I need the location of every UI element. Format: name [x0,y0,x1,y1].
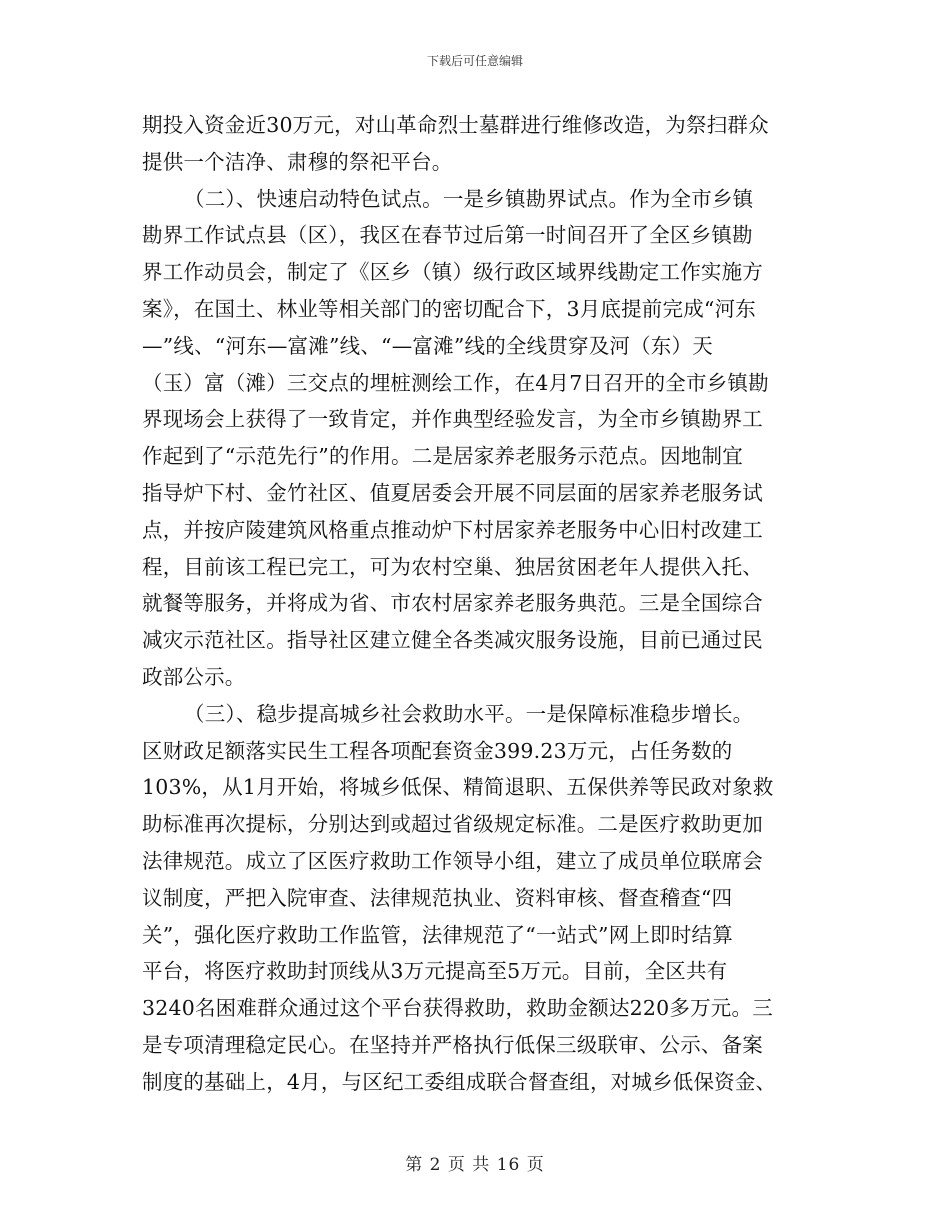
body-line: 区财政足额落实民生工程各项配套资金399.23万元，占任务数的 [142,738,733,763]
body-line: 提供一个洁净、肃穆的祭祀平台。 [142,149,453,174]
document-body [142,107,822,1101]
body-line: 界工作动员会，制定了《区乡（镇）级行政区域界线勘定工作实施方 [142,260,763,285]
paragraph-start-line: （二）、快速启动特色试点。一是乡镇勘界试点。作为全市乡镇 [184,186,754,211]
body-line: 就餐等服务，并将成为省、市农村居家养老服务典范。三是全国综合 [142,591,763,616]
page-number-footer: 第 2 页 共 16 页 [405,1155,545,1175]
body-line: 程，目前该工程已完工，可为农村空巢、独居贫困老年人提供入托、 [142,554,763,579]
body-line: 政部公示。 [142,664,246,689]
body-line: 点，并按庐陵建筑风格重点推动炉下村居家养老服务中心旧村改建工 [142,517,763,542]
body-line: 案》，在国土、林业等相关部门的密切配合下，3月底提前完成“河东 [142,296,756,321]
body-line: 平台，将医疗救助封顶线从3万元提高至5万元。目前，全区共有 [142,959,728,984]
body-line: 界现场会上获得了一致肯定，并作典型经验发言，为全市乡镇勘界工 [142,407,763,432]
body-line: 助标准再次提标，分别达到或超过省级规定标准。二是医疗救助更加 [142,812,763,837]
body-line: 关”，强化医疗救助工作监管，法律规范了“一站式”网上即时结算 [142,922,733,947]
body-line: 是专项清理稳定民心。在坚持并严格执行低保三级联审、公示、备案 [142,1032,763,1057]
body-line: 期投入资金近30万元，对山革命烈士墓群进行维修改造，为祭扫群众 [142,113,769,137]
page-header: 下载后可任意编辑 [426,54,523,68]
body-line: 指导炉下村、金竹社区、值夏居委会开展不同层面的居家养老服务试 [142,480,763,505]
body-line: 103%，从1月开始，将城乡低保、精简退职、五保供养等民政对象救 [142,775,774,800]
body-line: 制度的基础上，4月，与区纪工委组成联合督查组，对城乡低保资金、 [142,1069,777,1094]
paragraph-start-line: （三）、稳步提高城乡社会救助水平。一是保障标准稳步增长。 [184,701,754,726]
body-line: 作起到了“示范先行”的作用。二是居家养老服务示范点。因地制宜 [142,444,743,469]
body-line: —”线、“河东—富滩”线、“—富滩”线的全线贯穿及河（东）天 [142,333,713,358]
body-line: 勘界工作试点县（区），我区在春节过后第一时间召开了全区乡镇勘 [142,223,753,248]
body-line: 3240名困难群众通过这个平台获得救助，救助金额达220多万元。三 [142,996,773,1021]
body-line: （玉）富（滩）三交点的埋桩测绘工作，在4月7日召开的全市乡镇勘 [142,370,769,395]
body-line: 议制度，严把入院审查、法律规范执业、资料审核、督查稽查“四 [142,885,733,910]
body-line: 法律规范。成立了区医疗救助工作领导小组，建立了成员单位联席会 [142,848,763,873]
body-line: 减灾示范社区。指导社区建立健全各类减灾服务设施，目前已通过民 [142,628,763,653]
